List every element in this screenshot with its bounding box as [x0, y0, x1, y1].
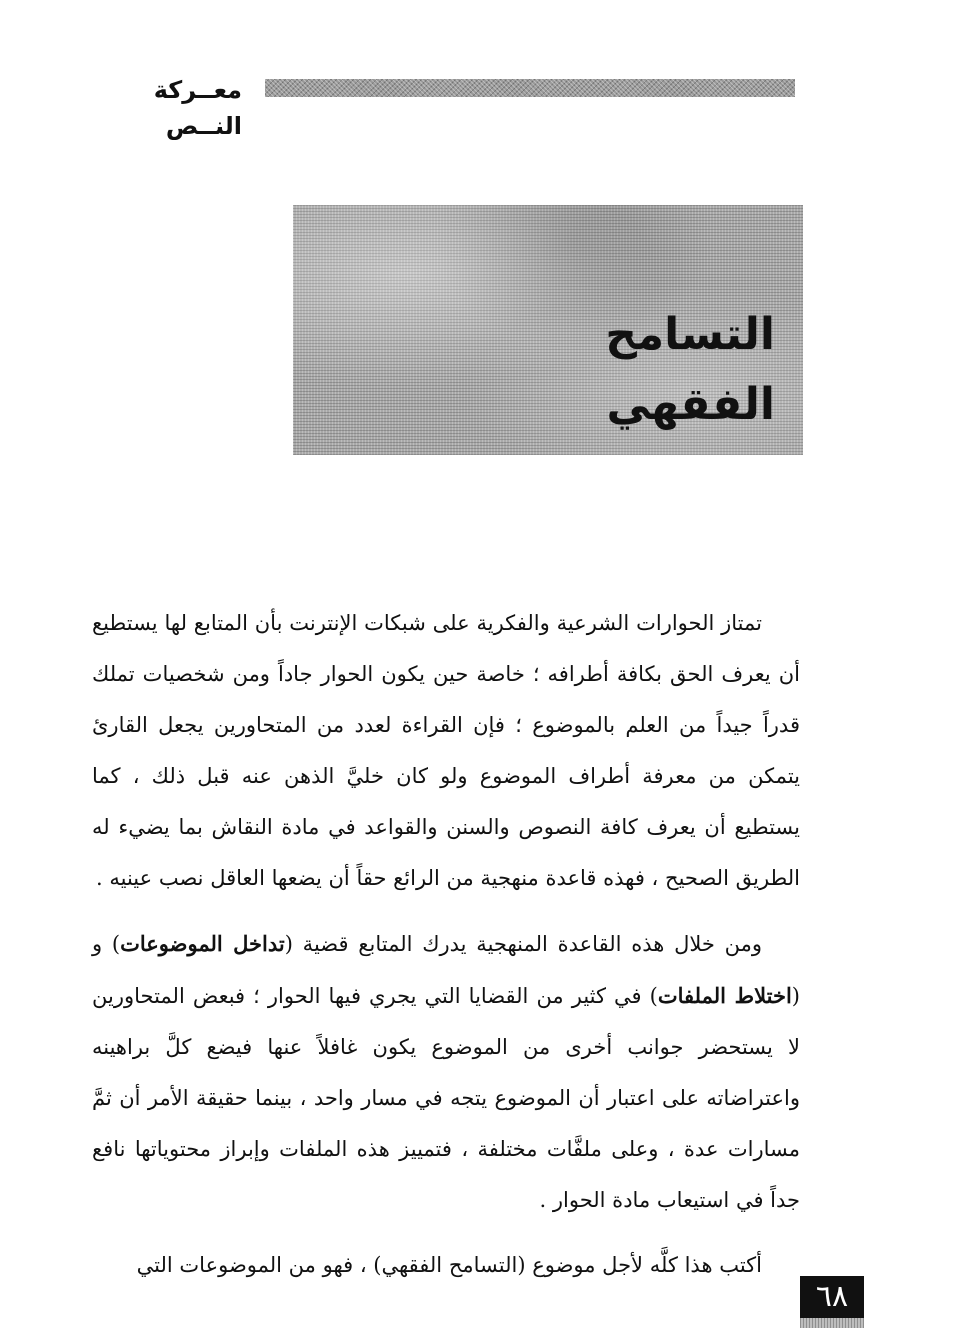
- chapter-title: التسامح الفقهي: [605, 309, 775, 430]
- paragraph-2: [92, 918, 800, 1226]
- page-number-strip: [800, 1318, 864, 1328]
- paragraph-1: تمتاز الحوارات الشرعية والفكرية على شبكات الإنترنت بأن المتابع لها يستطيع أن يعرف الحق بكافة أطرافه ؛ خاصة حين يكون الحوار جاداً ومن شخصيات تملك قدراً جيداً من العلم بالموضوع ؛ فإن القراءة لعدد من المتحاورين يجعل القارئ يتمكن من معرفة أطراف الموضوع ولو كان خليَّ الذهن عنه قبل ذلك ، كما يستطيع أن يعرف كافة النصوص والسنن والقواعد في مادة النقاش بما يضيء له الطريق الصحيح ، فهذه قاعدة منهجية من الرائع حقاً أن يضعها العاقل نصب عينيه .: [92, 611, 800, 890]
- paragraph-3: أكتب هذا كلَّه لأجل موضوع (التسامح الفقهي) ، فهو من الموضوعات التي: [136, 1253, 762, 1277]
- page-number: ٦٨: [800, 1276, 864, 1318]
- paragraph-2-text-b: ) و (: [92, 932, 800, 1008]
- body-text: [92, 598, 800, 1291]
- paragraph-2-text-c: ) في كثير من القضايا التي يجري فيها الحوار ؛ فبعض المتحاورين لا يستحضر جوانب أخرى من الموضوع يكون غافلاً عنها فيضع كلَّ براهينه واعتراضاته على اعتبار أن الموضوع يتجه في مسار واحد ، بينما حقيقة الأمر أن ثمَّ مسارات عدة ، وعلى ملفَّات مختلفة ، فتمييز هذه الملفات وإبراز محتوياتها نافع جداً في استيعاب مادة الحوار .: [92, 984, 800, 1212]
- header-decorative-bar: [265, 79, 795, 97]
- paragraph-2-bold-topic-2: اختلاط الملفات: [657, 983, 792, 1008]
- running-header-title: معــركة النــص: [153, 76, 242, 140]
- paragraph-2-text-a: ومن خلال هذه القاعدة المنهجية يدرك المتابع قضية (: [284, 932, 763, 956]
- paragraph-2-bold-topic-1: تداخل الموضوعات: [120, 931, 285, 956]
